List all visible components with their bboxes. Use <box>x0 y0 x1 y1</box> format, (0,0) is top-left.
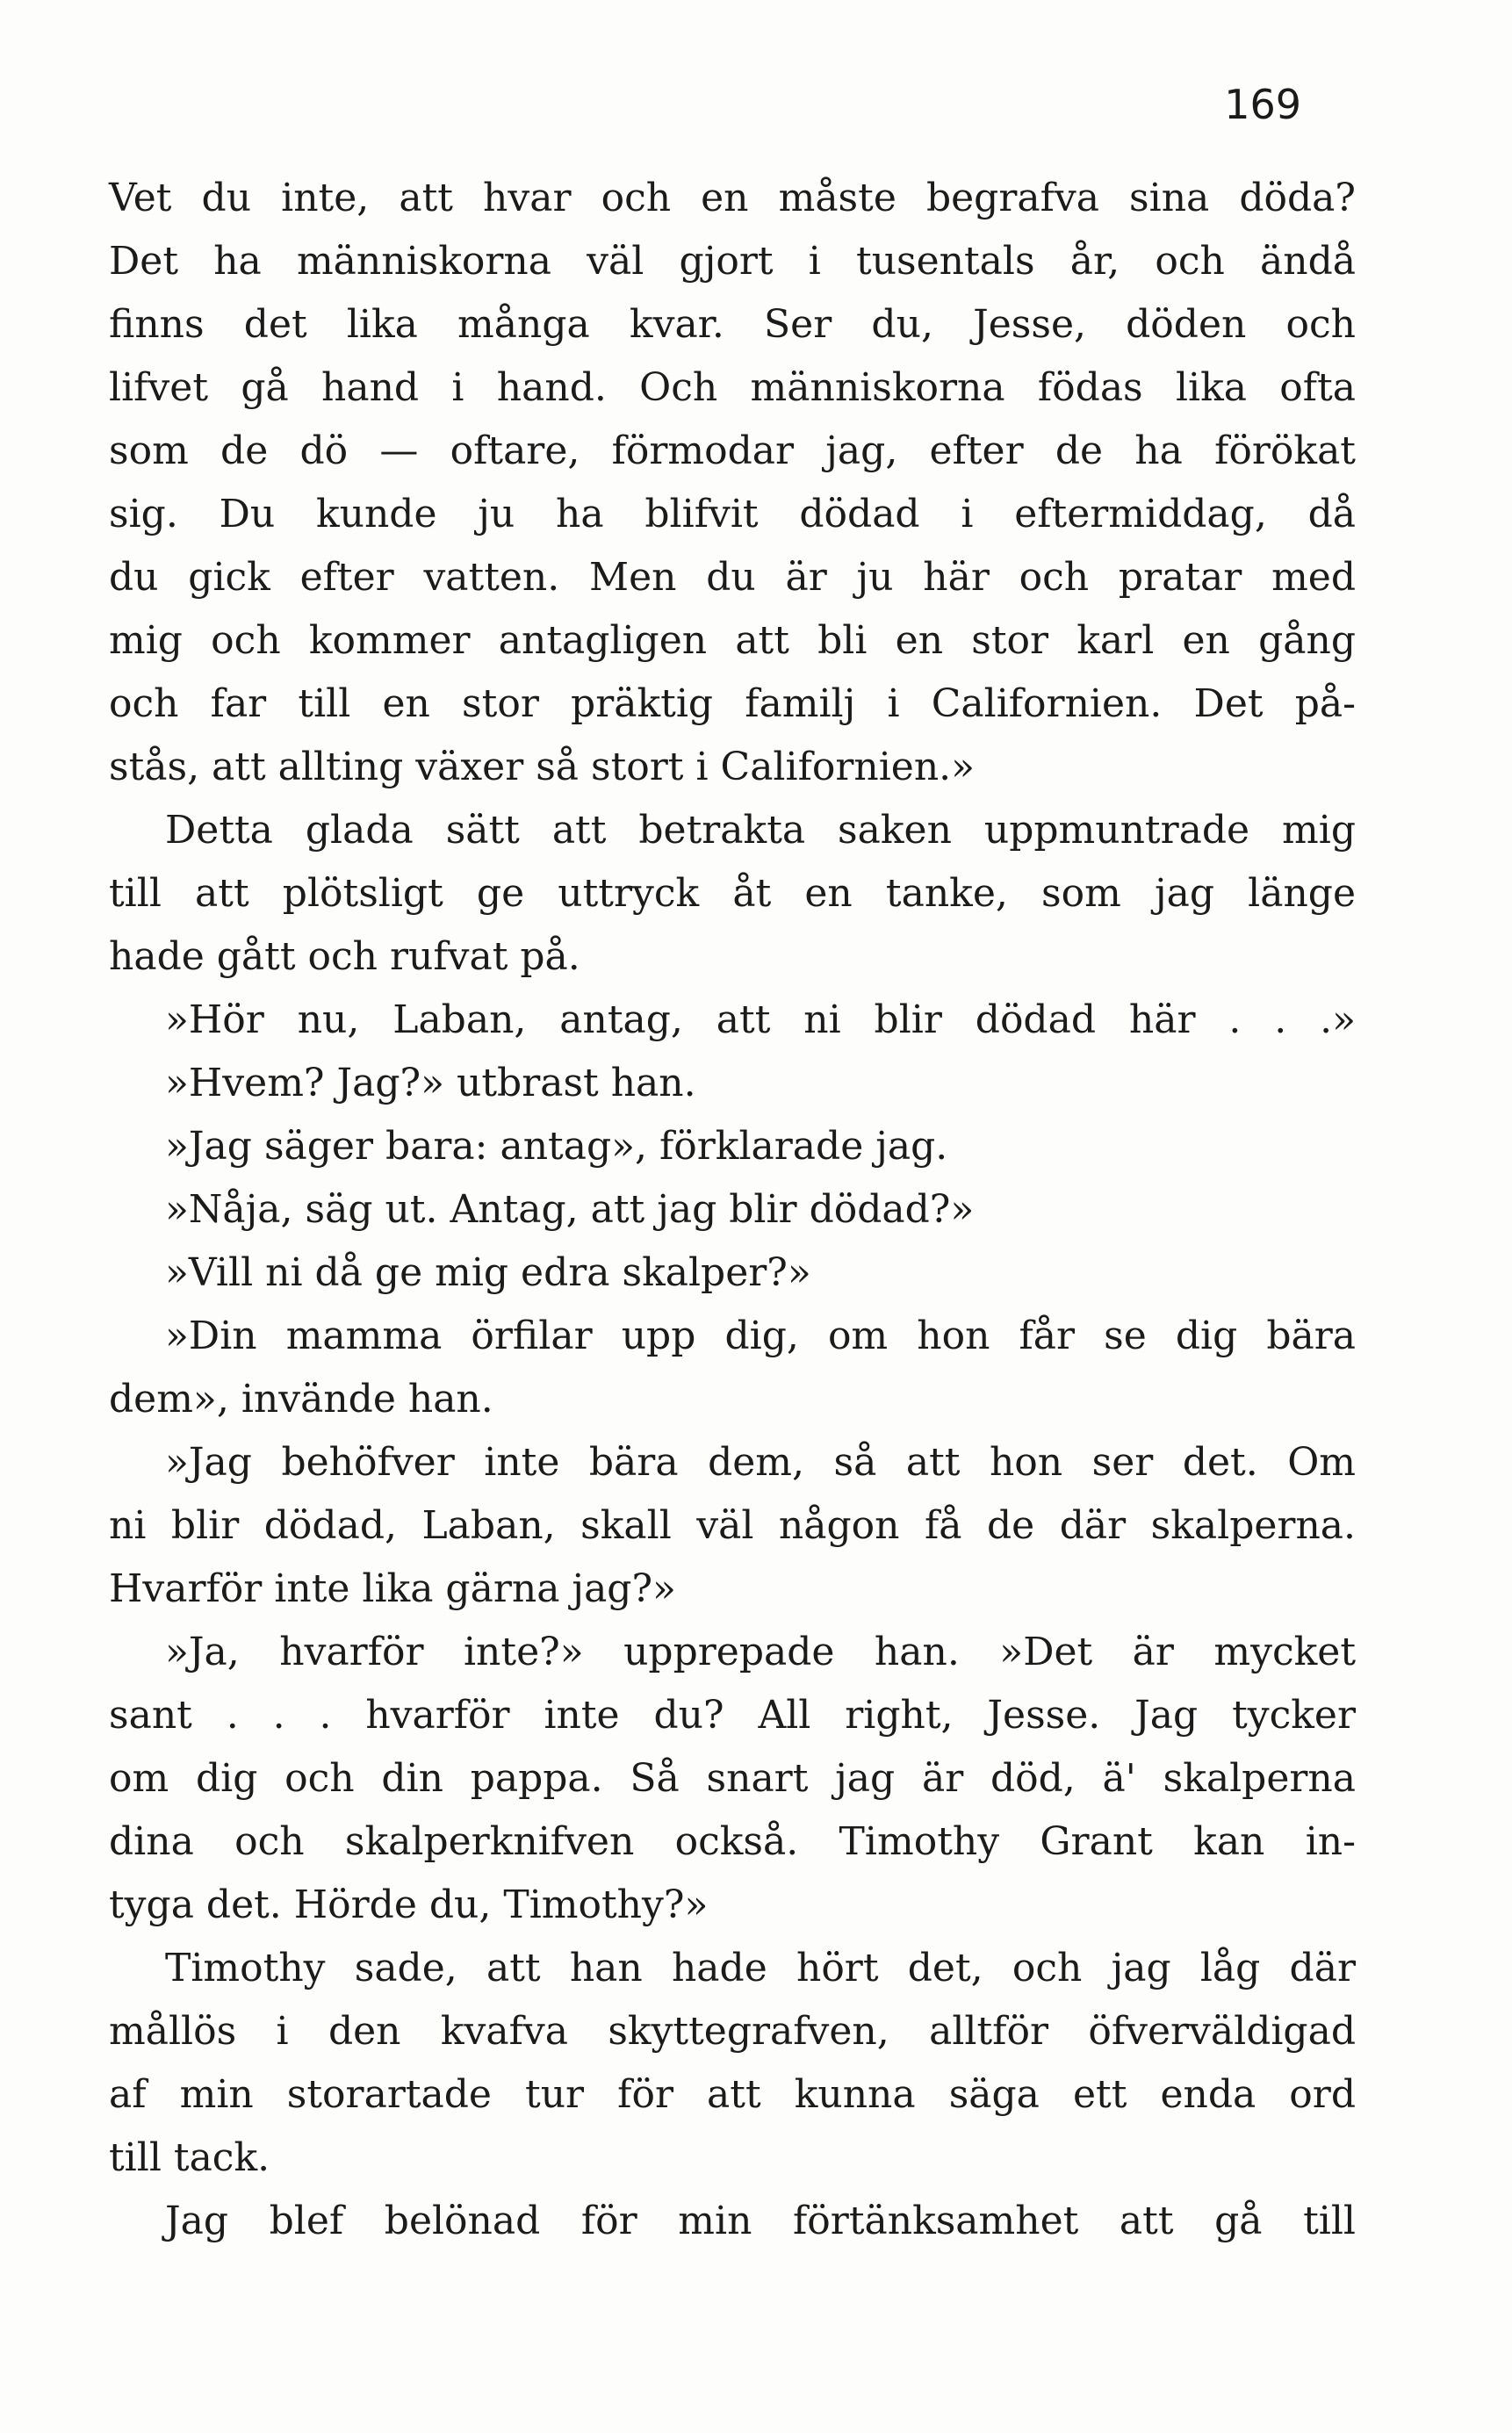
text-line: Timothy sade, att han hade hört det, och jag låg där <box>165 1946 1356 1990</box>
text-line: Vet du inte, att hvar och en måste begrafva sina döda? <box>109 176 1356 220</box>
text-line: ni blir dödad, Laban, skall väl någon få de där skalperna. <box>109 1503 1356 1548</box>
text-line: mållös i den kvafva skyttegrafven, alltför öfverväldigad <box>109 2009 1356 2054</box>
text-line: dina och skalperknifven också. Timothy Grant kan in- <box>109 1819 1356 1864</box>
text-line: Detta glada sätt att betrakta saken uppmuntrade mig <box>165 808 1356 853</box>
text-line: »Nåja, säg ut. Antag, att jag blir dödad?» <box>165 1187 975 1232</box>
text-line: lifvet gå hand i hand. Och människorna födas lika ofta <box>109 365 1356 410</box>
text-line: dem», invände han. <box>109 1377 493 1422</box>
text-line: som de dö — oftare, förmodar jag, efter de ha förökat <box>109 428 1356 473</box>
text-line: »Hvem? Jag?» utbrast han. <box>165 1061 696 1105</box>
text-line: och far till en stor präktig familj i Californien. Det på- <box>109 681 1356 726</box>
text-line: af min storartade tur för att kunna säga ett enda ord <box>109 2072 1356 2117</box>
text-line: »Hör nu, Laban, antag, att ni blir dödad här . . .» <box>165 997 1356 1042</box>
text-line: stås, att allting växer så stort i Californien.» <box>109 745 976 789</box>
text-line: sig. Du kunde ju ha blifvit dödad i eftermiddag, då <box>109 492 1356 536</box>
text-line: »Din mamma örfilar upp dig, om hon får se dig bära <box>165 1314 1356 1358</box>
text-line: Det ha människorna väl gjort i tusentals år, och ändå <box>109 239 1356 284</box>
body-text <box>109 167 1356 2253</box>
text-line: mig och kommer antagligen att bli en stor karl en gång <box>109 618 1356 663</box>
text-line: sant . . . hvarför inte du? All right, Jesse. Jag tycker <box>109 1693 1356 1738</box>
text-line: Hvarför inte lika gärna jag?» <box>109 1566 676 1611</box>
text-line: till tack. <box>109 2135 270 2180</box>
page-number: 169 <box>1224 81 1301 128</box>
text-line: »Ja, hvarför inte?» upprepade han. »Det är mycket <box>165 1630 1356 1674</box>
text-line: »Jag säger bara: antag», förklarade jag. <box>165 1124 948 1169</box>
text-line: tyga det. Hörde du, Timothy?» <box>109 1882 709 1927</box>
text-line: Jag blef belönad för min förtänksamhet att gå till <box>165 2199 1356 2243</box>
text-line: »Jag behöfver inte bära dem, så att hon ser det. Om <box>165 1440 1356 1485</box>
text-line: hade gått och rufvat på. <box>109 934 580 979</box>
text-line: finns det lika många kvar. Ser du, Jesse, döden och <box>109 302 1356 347</box>
text-line: du gick efter vatten. Men du är ju här och pratar med <box>109 555 1356 600</box>
text-line: »Vill ni då ge mig edra skalper?» <box>165 1250 811 1295</box>
text-line: om dig och din pappa. Så snart jag är död, ä' skalperna <box>109 1756 1356 1801</box>
text-line: till att plötsligt ge uttryck åt en tanke, som jag länge <box>109 871 1356 916</box>
